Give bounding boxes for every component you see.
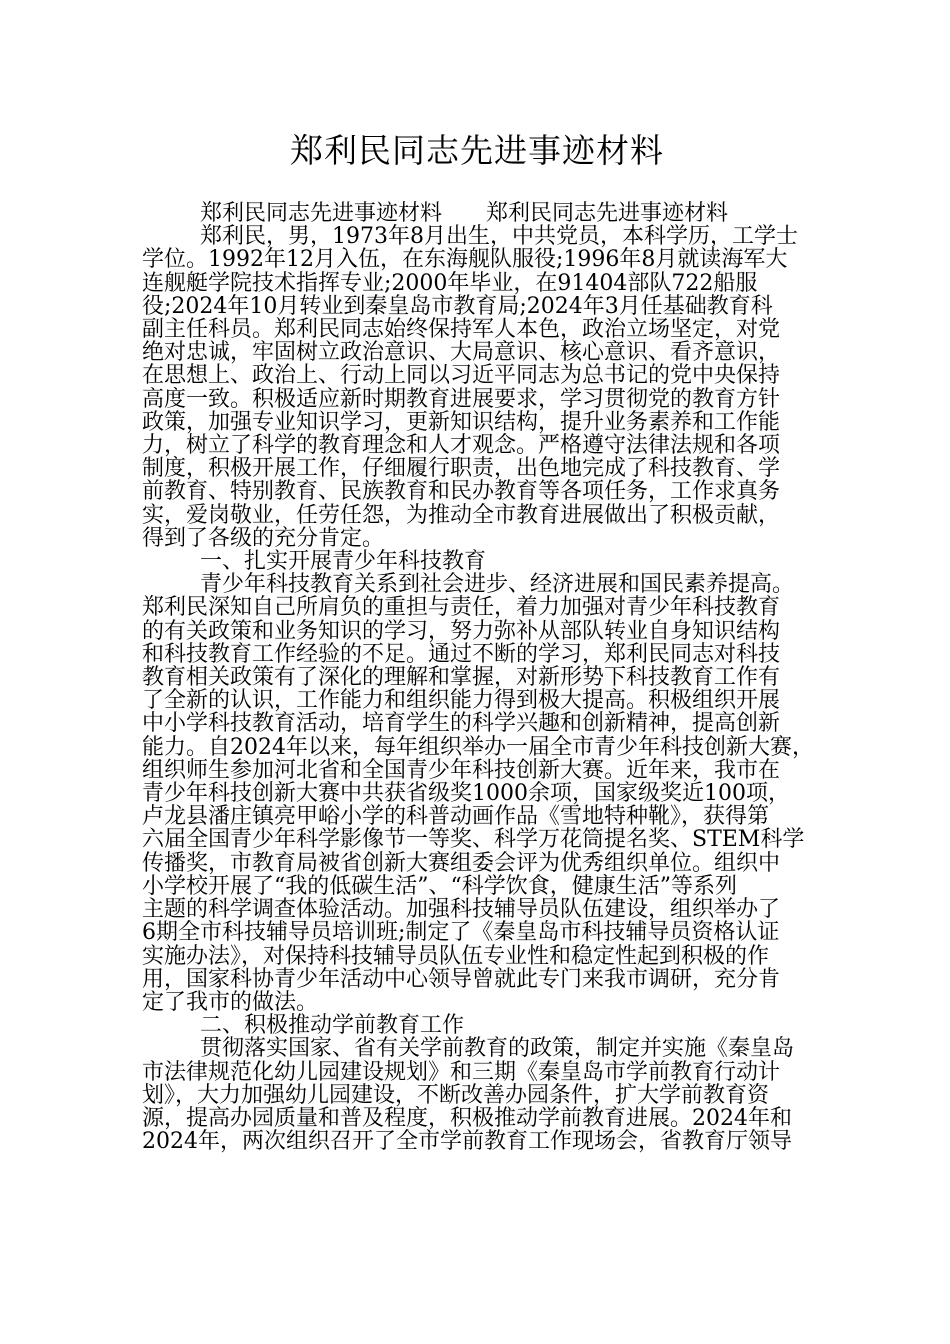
section1-line: 中小学科技教育活动，培育学生的科学兴趣和创新精神，提高创新 — [142, 711, 781, 737]
intro-line: 高度一致。积极适应新时期教育进展要求，学习贯彻党的教育方针 — [142, 386, 781, 412]
section1-line: 教育相关政策有了深化的理解和掌握，对新形势下科技教育工作有 — [142, 665, 781, 691]
section1-line: 卢龙县潘庄镇亮甲峪小学的科普动画作品《雪地特种靴》，获得第 — [142, 804, 770, 830]
intro-paragraph — [142, 225, 812, 550]
section2-paragraph — [142, 1037, 812, 1153]
section1-line: 主题的科学调查体验活动。加强科技辅导员队伍建设，组织举办了 — [142, 897, 781, 923]
intro-line: 力，树立了科学的教育理念和人才观念。严格遵守法律法规和各项 — [142, 433, 781, 459]
subtitle-a: 郑利民同志先进事迹材料 — [200, 201, 443, 226]
intro-line: 制度，积极开展工作，仔细履行职责，出色地完成了科技教育、学 — [142, 456, 781, 482]
subtitle-b: 郑利民同志先进事迹材料 — [486, 201, 729, 226]
section2-line: 2024年，两次组织召开了全市学前教育工作现场会，省教育厅领导 — [142, 1129, 792, 1155]
section1-line: 传播奖，市教育局被省创新大赛组委会评为优秀组织单位。组织中 — [142, 850, 781, 876]
section-heading-1: 一、扎实开展青少年科技教育 — [200, 549, 487, 575]
document-page — [142, 128, 812, 1153]
intro-line: 得到了各级的充分肯定。 — [142, 525, 385, 551]
section1-line: 的有关政策和业务知识的学习，努力弥补从部队转业自身知识结构 — [142, 618, 781, 644]
section1-line: 青少年科技创新大赛中共获省级奖1000余项，国家级奖近100项， — [142, 781, 790, 807]
section1-line: 六届全国青少年科学影像节一等奖、科学万花筒提名奖、STEM科学 — [142, 827, 805, 853]
section1-line: 能力。自2024年以来，每年组织举办一届全市青少年科技创新大赛， — [142, 734, 814, 760]
section1-line: 实施办法》，对保持科技辅导员队伍专业性和稳定性起到积极的作 — [142, 943, 770, 969]
section2-line: 市法律规范化幼儿园建设规划》和三期《秦皇岛市学前教育行动计 — [142, 1059, 781, 1085]
intro-line: 绝对忠诚，牢固树立政治意识、大局意识、核心意识、看齐意识， — [142, 340, 781, 366]
section1-line: 了全新的认识，工作能力和组织能力得到极大提高。积极组织开展 — [142, 688, 781, 714]
intro-line: 政策，加强专业知识学习，更新知识结构，提升业务素养和工作能 — [142, 409, 781, 435]
intro-line: 学位。1992年12月入伍，在东海舰队服役;1996年8月就读海军大 — [142, 247, 788, 273]
document-title: 郑利民同志先进事迹材料 — [290, 131, 664, 170]
section2-line: 源，提高办园质量和普及程度，积极推动学前教育进展。2024年和 — [142, 1105, 792, 1131]
section1-line: 6期全市科技辅导员培训班;制定了《秦皇岛市科技辅导员资格认证 — [142, 920, 780, 946]
section1-line: 和科技教育工作经验的不足。通过不断的学习，郑利民同志对科技 — [142, 641, 781, 667]
intro-line: 实，爱岗敬业，任劳任怨，为推动全市教育进展做出了积极贡献， — [142, 502, 781, 528]
section1-line: 用，国家科协青少年活动中心领导曾就此专门来我市调研，充分肯 — [142, 966, 781, 992]
section1-line: 青少年科技教育关系到社会进步、经济进展和国民素养提高。 — [200, 572, 795, 598]
section1-line: 小学校开展了“我的低碳生活”、“科学饮食，健康生活”等系列 — [142, 873, 737, 899]
intro-line: 前教育、特别教育、民族教育和民办教育等各项任务，工作求真务 — [142, 479, 781, 505]
subtitle-line — [142, 202, 812, 225]
intro-line: 郑利民，男，1973年8月出生，中共党员，本科学历，工学士 — [200, 224, 798, 250]
section1-line: 组织师生参加河北省和全国青少年科技创新大赛。近年来，我市在 — [142, 757, 781, 783]
intro-line: 在思想上、政治上、行动上同以习近平同志为总书记的党中央保持 — [142, 363, 781, 389]
section1-line: 定了我市的做法。 — [142, 989, 319, 1015]
section2-line: 贯彻落实国家、省有关学前教育的政策，制定并实施《秦皇岛 — [200, 1036, 795, 1062]
section-heading-2: 二、积极推动学前教育工作 — [200, 1013, 465, 1039]
intro-line: 副主任科员。郑利民同志始终保持军人本色，政治立场坚定，对党 — [142, 317, 781, 343]
section1-paragraph — [142, 573, 812, 1014]
section1-line: 郑利民深知自己所肩负的重担与责任，着力加强对青少年科技教育 — [142, 595, 781, 621]
intro-line: 役;2024年10月转业到秦皇岛市教育局;2024年3月任基础教育科 — [142, 293, 773, 319]
intro-line: 连舰艇学院技术指挥专业;2000年毕业，在91404部队722船服 — [142, 270, 758, 296]
section2-line: 划》，大力加强幼儿园建设，不断改善办园条件，扩大学前教育资 — [142, 1082, 770, 1108]
